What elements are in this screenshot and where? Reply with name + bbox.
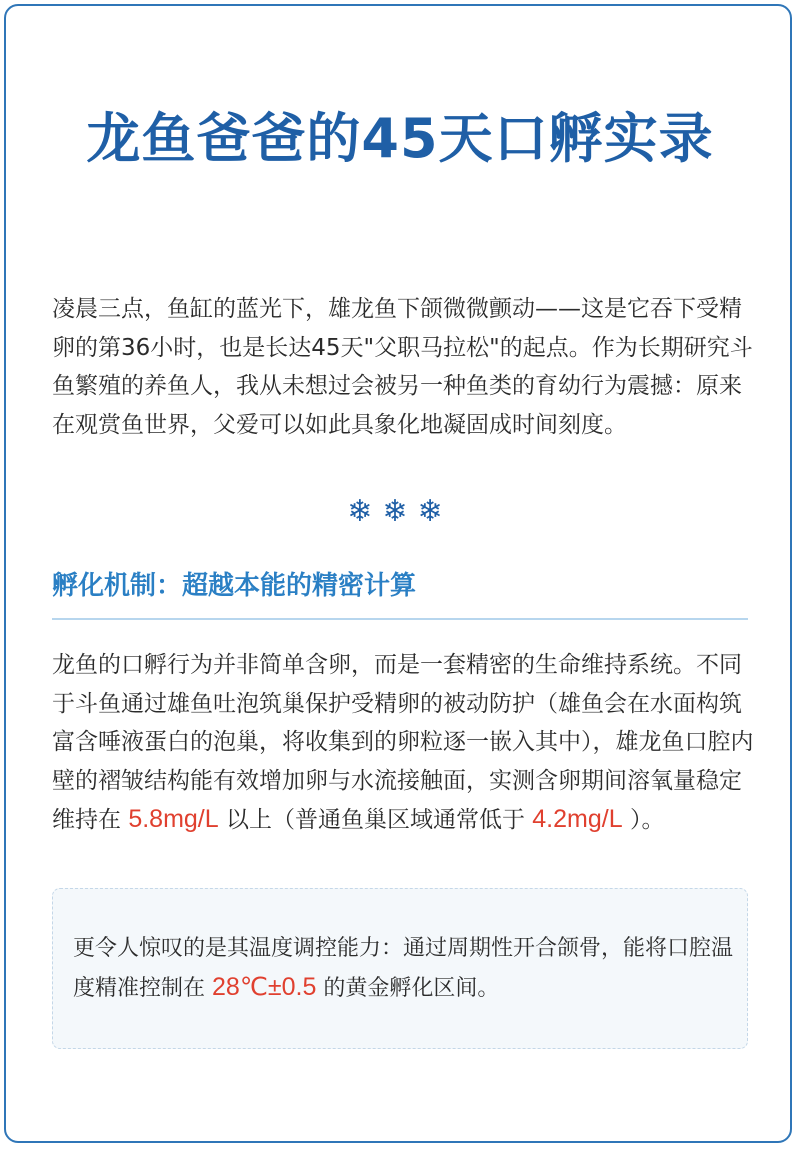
callout-text: 更令人惊叹的是其温度调控能力：通过周期性开合颌骨，能将口腔温度精准控制在 <box>73 936 734 1001</box>
temperature-value-highlight: 28℃±0.5 <box>212 973 317 1001</box>
oxygen-value-highlight: 5.8mg/L <box>128 805 219 834</box>
callout-paragraph <box>73 929 733 1008</box>
section-paragraph <box>52 646 758 840</box>
callout-text: 的黄金孵化区间。 <box>323 976 500 1001</box>
section-divider-line <box>52 618 748 620</box>
snowflake-divider-icon: ❄❄❄ <box>347 494 453 529</box>
article-title: 龙鱼爸爸的45天口孵实录 <box>86 107 714 170</box>
paragraph-text: 龙鱼的口孵行为并非简单含卵，而是一套精密的生命维持系统。不同于斗鱼通过雄鱼吐泡筑巢保护受精卵的被动防护（雄鱼会在水面构筑富含唾液蛋白的泡巢，将收集到的卵粒逐一嵌入其中），雄龙鱼口腔内壁的褶皱结构能有效增加卵与水流接触面，实测含卵期间溶氧量稳定维持在 <box>52 652 754 834</box>
nest-oxygen-value-highlight: 4.2mg/L <box>532 805 623 834</box>
section-heading: 孵化机制：超越本能的精密计算 <box>52 571 417 601</box>
paragraph-text: 以上（普通鱼巢区域通常低于 <box>225 807 525 834</box>
callout-box <box>52 888 748 1049</box>
paragraph-text: ）。 <box>629 807 665 834</box>
intro-paragraph: 凌晨三点，鱼缸的蓝光下，雄龙鱼下颌微微颤动——这是它吞下受精卵的第36小时，也是长达45天"父职马拉松"的起点。作为长期研究斗鱼繁殖的养鱼人，我从未想过会被另一种鱼类的育幼行为震撼：原来在观赏鱼世界，父爱可以如此具象化地凝固成时间刻度。 <box>52 296 753 438</box>
